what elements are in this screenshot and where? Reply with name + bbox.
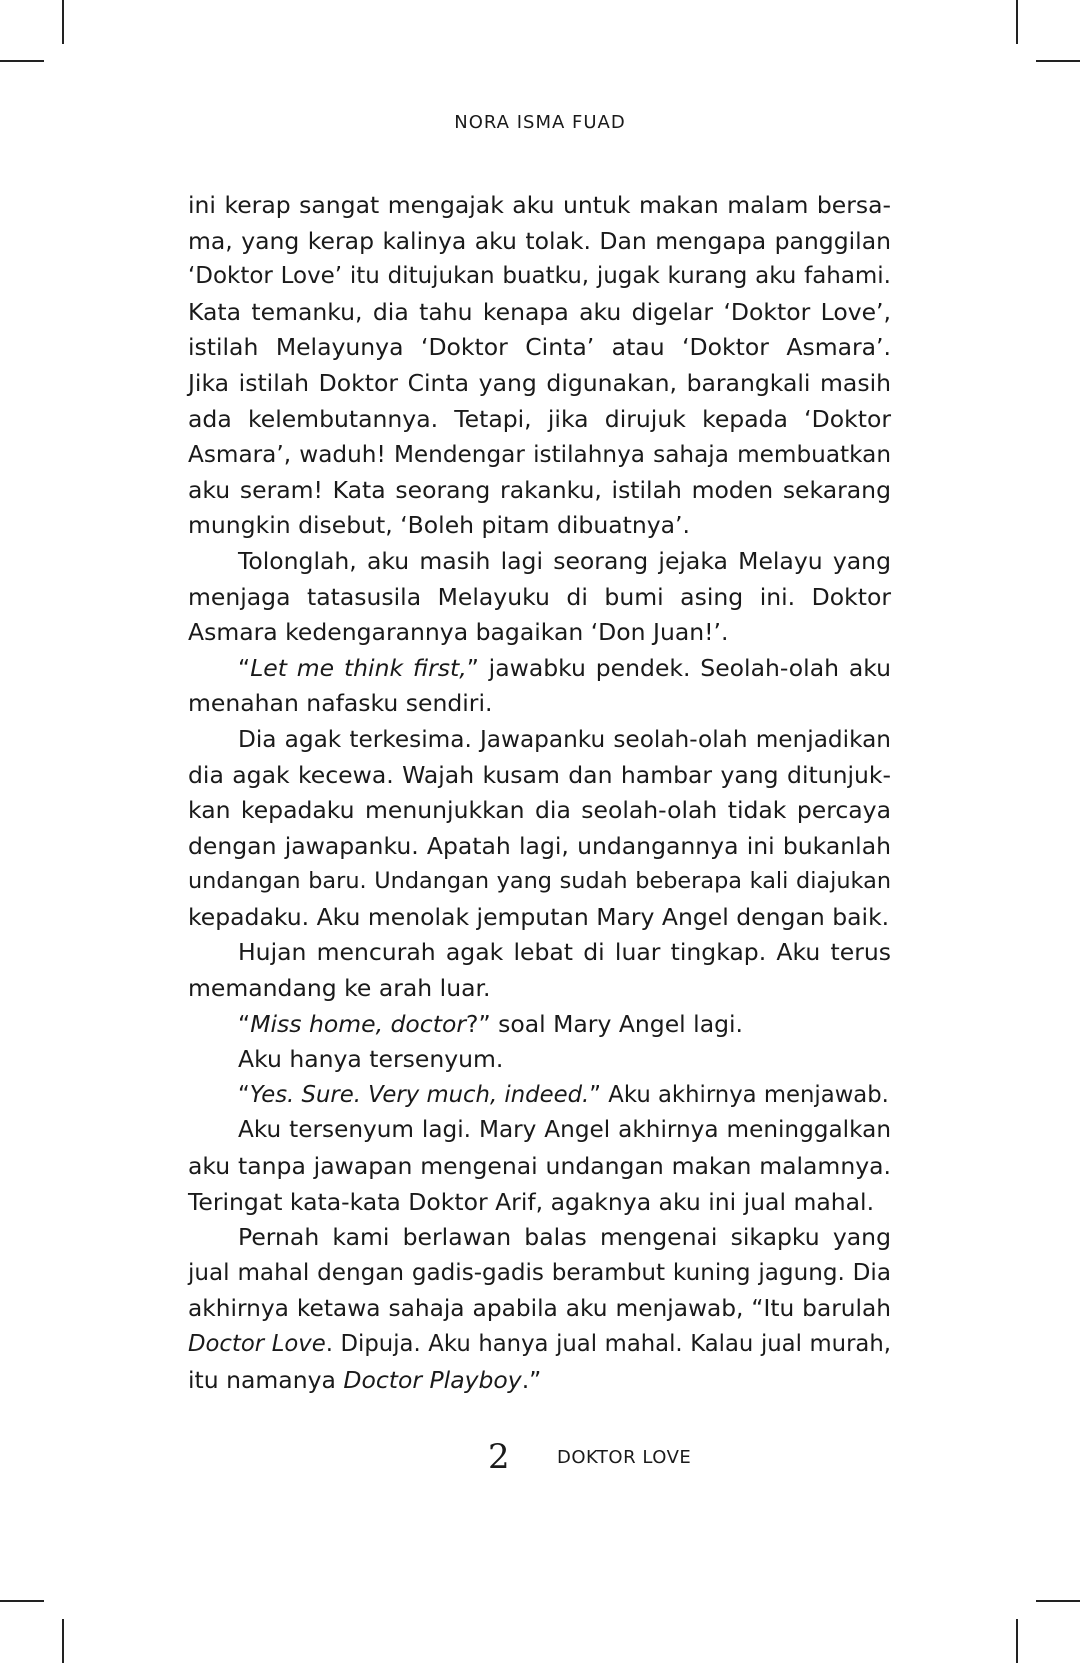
text-line-italic-mixed: Doctor Love. Dipuja. Aku hanya jual mahal. Kalau jual murah, <box>188 1331 891 1357</box>
text-line-italic-quote: “Let me think first,” jawabku pendek. Seolah-olah aku <box>238 653 891 682</box>
crop-mark-top-left-vertical <box>62 0 64 44</box>
text-line: jual mahal dengan gadis-gadis berambut kuning jagung. Dia <box>188 1259 891 1286</box>
text-line: aku tanpa jawapan mengenai undangan makan malamnya. <box>188 1152 891 1181</box>
text-line: akhirnya ketawa sahaja apabila aku menjawab, “Itu barulah <box>188 1295 891 1323</box>
body-text <box>188 188 891 1398</box>
text-line: ‘Doktor Love’ itu ditujukan buatku, jugak kurang aku fahami. <box>188 263 891 290</box>
crop-mark-bottom-left-vertical <box>62 1619 64 1663</box>
text-line: kepadaku. Aku menolak jemputan Mary Angel dengan baik. <box>188 902 890 931</box>
text-line: ini kerap sangat mengajak aku untuk makan malam bersa- <box>188 191 891 219</box>
crop-mark-bottom-right-horizontal <box>1036 1600 1080 1602</box>
text-line: Teringat kata-kata Doktor Arif, agaknya aku ini jual mahal. <box>188 1187 875 1216</box>
text-line: Tolonglah, aku masih lagi seorang jejaka Melayu yang <box>238 546 891 575</box>
text-line: Hujan mencurah agak lebat di luar tingkap. Aku terus <box>238 938 891 967</box>
running-head-author: NORA ISMA FUAD <box>454 112 626 133</box>
text-line-italic-mixed: itu namanya Doctor Playboy.” <box>188 1365 542 1394</box>
text-line-italic-quote: “Yes. Sure. Very much, indeed.” Aku akhirnya menjawab. <box>238 1081 889 1108</box>
text-line: mungkin disebut, ‘Boleh pitam dibuatnya’. <box>188 511 690 540</box>
crop-mark-top-left-horizontal <box>0 60 44 62</box>
text-line: Kata temanku, dia tahu kenapa aku digelar ‘Doktor Love’, <box>188 297 891 326</box>
text-line: ada kelembutannya. Tetapi, jika dirujuk kepada ‘Doktor <box>188 404 891 433</box>
text-line: Dia agak terkesima. Jawapanku seolah-olah menjadikan <box>238 725 891 753</box>
crop-mark-bottom-right-vertical <box>1016 1619 1018 1663</box>
page-footer <box>0 1437 1080 1477</box>
text-line: menjaga tatasusila Melayuku di bumi asing ini. Doktor <box>188 582 891 611</box>
text-line: aku seram! Kata seorang rakanku, istilah moden sekarang <box>188 475 891 504</box>
text-line: kan kepadaku menunjukkan dia seolah-olah tidak percaya <box>188 796 891 825</box>
text-line: memandang ke arah luar. <box>188 974 491 1003</box>
text-line: dengan jawapanku. Apatah lagi, undangannya ini bukanlah <box>188 831 891 860</box>
text-line: Jika istilah Doktor Cinta yang digunakan, barangkali masih <box>188 368 891 397</box>
text-line: Aku hanya tersenyum. <box>238 1045 504 1074</box>
text-line: undangan baru. Undangan yang sudah beberapa kali diajukan <box>188 868 891 895</box>
text-line: Pernah kami berlawan balas mengenai sikapku yang <box>238 1223 891 1252</box>
crop-mark-top-right-horizontal <box>1036 60 1080 62</box>
text-line-italic-quote: “Miss home, doctor?” soal Mary Angel lagi. <box>238 1009 744 1038</box>
text-line: menahan nafasku sendiri. <box>188 689 493 718</box>
crop-mark-bottom-left-horizontal <box>0 1600 44 1602</box>
crop-mark-top-right-vertical <box>1016 0 1018 44</box>
text-line: Asmara’, waduh! Mendengar istilahnya sahaja membuatkan <box>188 441 891 469</box>
text-line: dia agak kecewa. Wajah kusam dan hambar yang ditunjuk- <box>188 760 891 789</box>
page-number: 2 <box>488 1437 510 1477</box>
text-line: Aku tersenyum lagi. Mary Angel akhirnya meninggalkan <box>238 1117 891 1144</box>
text-line: ma, yang kerap kalinya aku tolak. Dan mengapa panggilan <box>188 226 891 255</box>
running-foot-book-title: DOKTOR LOVE <box>557 1447 692 1468</box>
text-line: istilah Melayunya ‘Doktor Cinta’ atau ‘Doktor Asmara’. <box>188 333 891 362</box>
text-line: Asmara kedengarannya bagaikan ‘Don Juan!’. <box>188 618 729 647</box>
